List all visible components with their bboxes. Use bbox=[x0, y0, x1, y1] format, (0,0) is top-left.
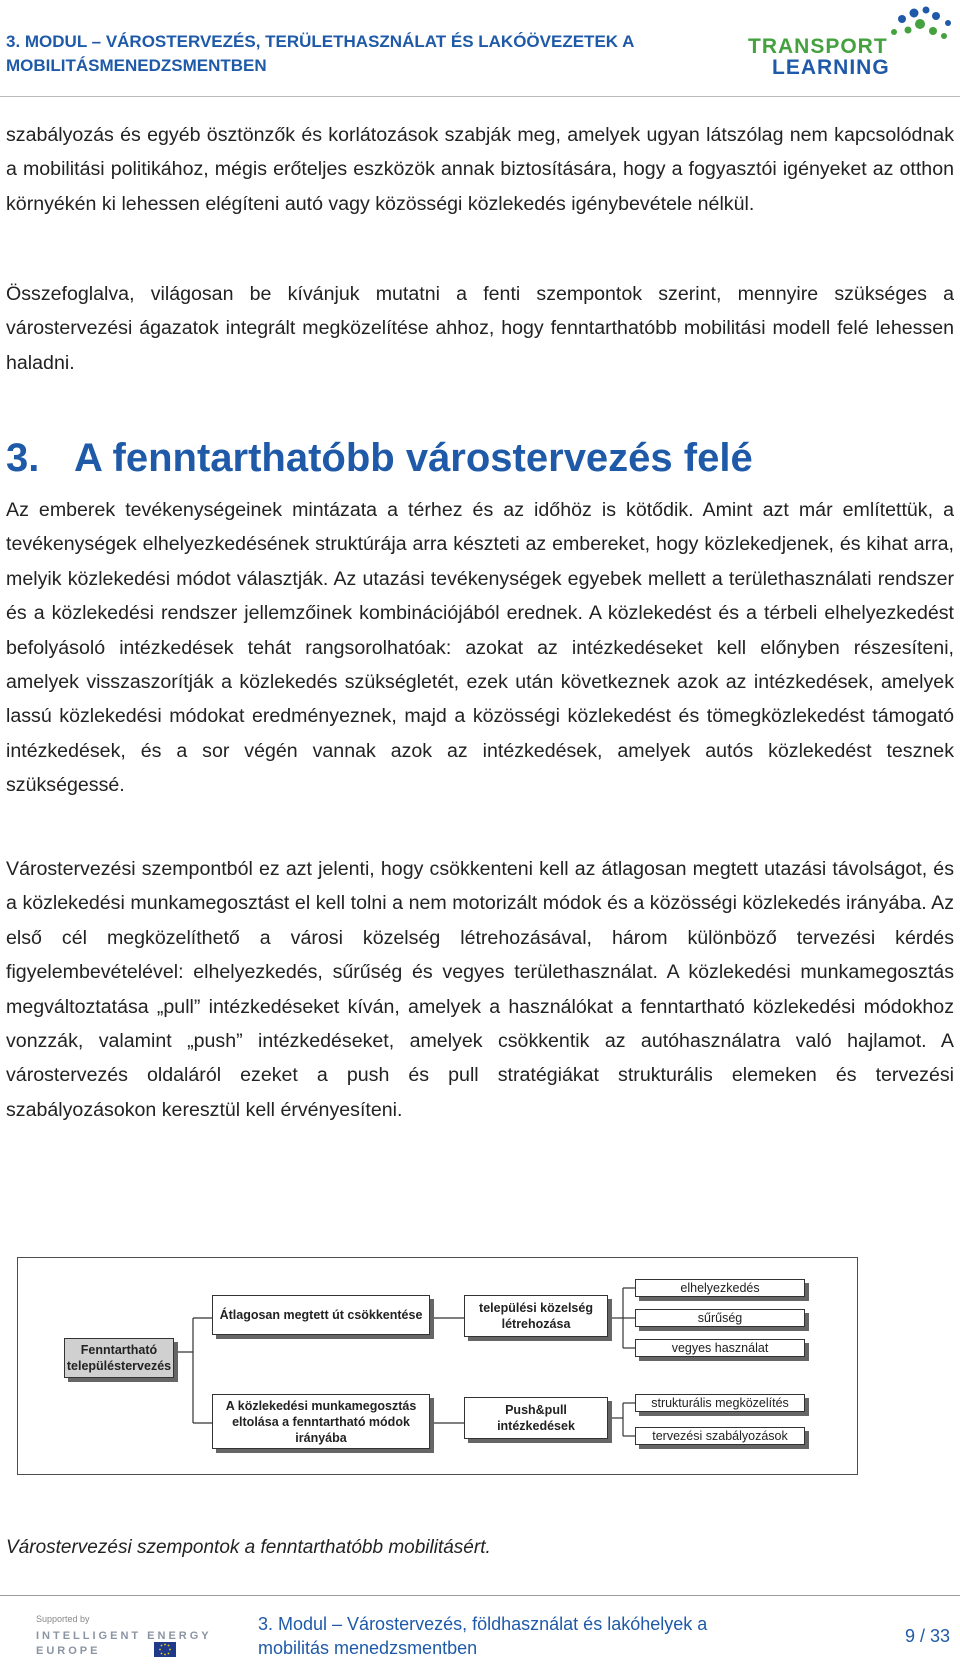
body-paragraph: szabályozás és egyéb ösztönzők és korlátozások szabják meg, amelyek ugyan látszólag nem kapcsolódnak a mobilitási politikához, mégis erőteljes eszközök annak biztosítására, hogy a fogyasztói igényeket az otthon környékén ki lehessen elégíteni autó vagy közösségi közlekedés igénybevétele nélkül. bbox=[6, 124, 954, 215]
transport-learning-logo bbox=[748, 4, 958, 82]
body-paragraph: Az emberek tevékenységeinek mintázata a térhez és az időhöz is kötődik. Amint azt már említettük, a tevékenységek elhelyezkedésének struktúrája arra készteti az embereket, hogy közlekedjenek, és kihat arra, melyik közlekedési módot választják. Az utazási tevékenységek egyebek mellett a területhasználati rendszer és a közlekedési rendszer jellemzőinek kombinációjából erednek. A közlekedést és a térbeli elhelyezkedést befolyásoló intézkedések tehát rangsorolhatóak: azokat az intézkedéseket kell előnyben részesíteni, amelyek visszaszorítják a közlekedés szükségletét, ezek után következnek azok az intézkedések, amelyek lassú közlekedési módokat eredményeznek, majd a közösségi közlekedést és tömegközlekedést támogató intézkedések, és a sor végén vannak azok az intézkedések, amelyek autós közlekedést tesznek szükségessé. bbox=[6, 499, 954, 797]
diagram-leaf-node: elhelyezkedés bbox=[635, 1279, 805, 1297]
header-divider bbox=[0, 96, 960, 97]
document-title bbox=[6, 30, 706, 78]
diagram-leaf-node: tervezési szabályozások bbox=[635, 1427, 805, 1445]
eu-logo-line1: INTELLIGENT ENERGY bbox=[36, 1630, 212, 1642]
page-header bbox=[0, 0, 960, 100]
section-number: 3. bbox=[6, 436, 40, 480]
section-title: A fenntarthatóbb várostervezés felé bbox=[74, 436, 753, 480]
eu-flag-icon bbox=[154, 1642, 176, 1657]
logo-text-learning: LEARNING bbox=[772, 56, 890, 79]
diagram-root-node: Fenntartható településtervezés bbox=[64, 1338, 174, 1378]
footer-title-line1: 3. Modul – Várostervezés, földhasználat és lakóhelyek a bbox=[258, 1614, 708, 1634]
diagram-goal-node: Átlagosan megtett út csökkentése bbox=[212, 1295, 430, 1335]
eu-supported-label: Supported by bbox=[36, 1614, 90, 1624]
document-title-line1: 3. MODUL – VÁROSTERVEZÉS, TERÜLETHASZNÁLAT ÉS LAKÓÖVEZETEK A bbox=[6, 32, 635, 51]
footer-title bbox=[258, 1612, 768, 1660]
page-number: 9 / 33 bbox=[904, 1626, 950, 1646]
document-title-line2: MOBILITÁSMENEDZSMENTBEN bbox=[6, 56, 267, 75]
logo-text-transport: TRANSPORT bbox=[748, 35, 888, 58]
diagram-strategy-node: Push&pull intézkedések bbox=[464, 1397, 608, 1439]
intelligent-energy-europe-logo bbox=[36, 1614, 246, 1666]
planning-diagram bbox=[17, 1257, 858, 1475]
diagram-leaf-node: strukturális megközelítés bbox=[635, 1394, 805, 1412]
diagram-strategy-node: települési közelség létrehozása bbox=[464, 1295, 608, 1337]
diagram-leaf-node: vegyes használat bbox=[635, 1339, 805, 1357]
body-paragraph: Összefoglalva, világosan be kívánjuk mutatni a fenti szempontok szerint, mennyire szükséges a várostervezési ágazatok integrált megközelítése ahhoz, hogy fenntarthatóbb mobilitási modell felé lehessen haladni. bbox=[6, 283, 954, 374]
diagram-goal-node: A közlekedési munkamegosztás eltolása a fenntartható módok irányába bbox=[212, 1394, 430, 1449]
footer-divider bbox=[0, 1595, 960, 1596]
figure-caption: Várostervezési szempontok a fenntarthatóbb mobilitásért. bbox=[6, 1537, 491, 1558]
eu-logo-line2: EUROPE bbox=[36, 1645, 101, 1657]
body-paragraph: Várostervezési szempontból ez azt jelenti, hogy csökkenteni kell az átlagosan megtett utazási távolságot, és a közlekedési munkamegosztást el kell tolni a nem motorizált módok és a közösségi közlekedés irányába. Az első cél megközelíthető a városi közelség létrehozásával, három különböző tervezési kérdés figyelembevételével: elhelyezkedés, sűrűség és vegyes területhasználat. A közlekedési munkamegosztás megváltoztatása „pull” intézkedéseket kíván, amelyek a használókat a fenntartható közlekedési módokhoz vonzzák, valamint „push” intézkedéseket, amelyek csökkentik az autóhasználatra való hajlamot. A várostervezés oldaláról ezeket a push és pull stratégiákat strukturális elemeken és tervezési szabályozásokon keresztül kell érvényesíteni. bbox=[6, 858, 954, 1121]
footer-title-line2: mobilitás menedzsmentben bbox=[258, 1638, 478, 1658]
section-heading bbox=[6, 438, 753, 478]
diagram-leaf-node: sűrűség bbox=[635, 1309, 805, 1327]
